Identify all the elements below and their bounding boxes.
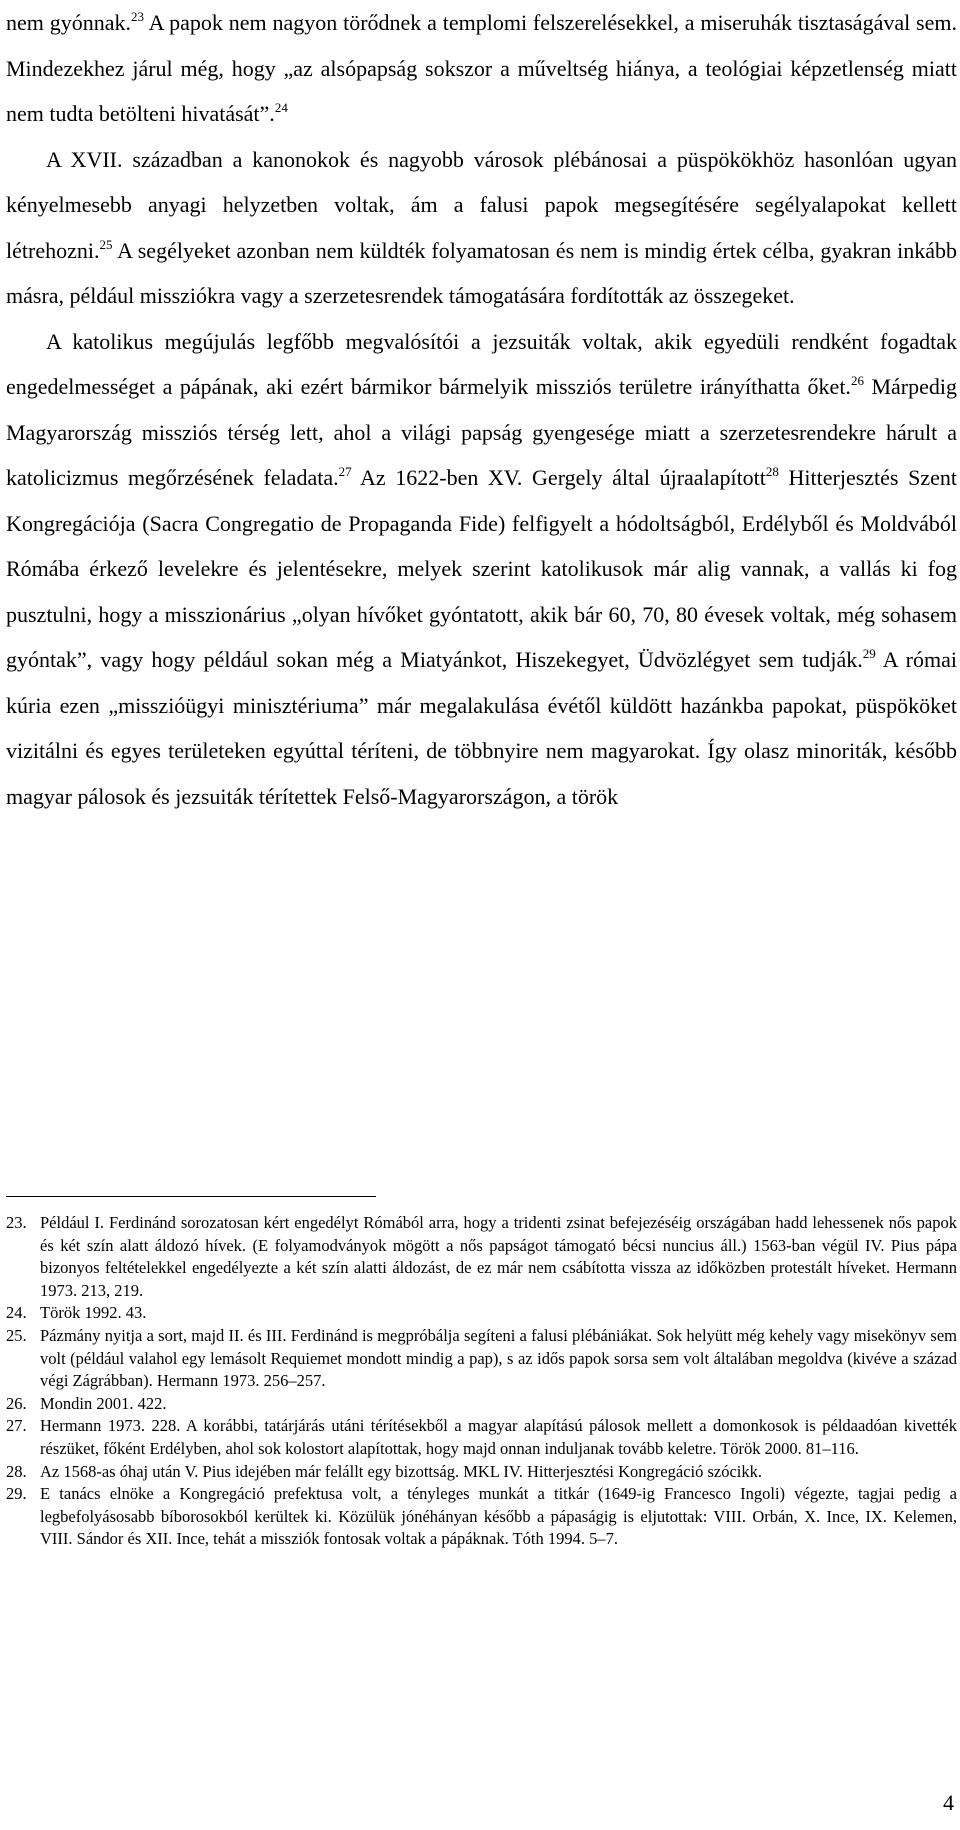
footnote-ref-24[interactable]: 24	[274, 100, 288, 115]
footnote-number: 24.	[6, 1303, 27, 1323]
paragraph-text: Az 1622-ben XV. Gergely által újraalapított	[351, 465, 766, 490]
paragraph-text: Márpedig Magyarország missziós térség lett, ahol a világi papság gyengesége miatt a szerzetesrendekre hárult a katolicizmus megőrzésének feladata.	[6, 374, 957, 490]
paragraph-3	[6, 319, 957, 820]
footnote-number: 28.	[6, 1461, 27, 1481]
paragraph-1	[6, 0, 957, 137]
paragraph-text: A papok nem nagyon törődnek a templomi felszerelésekkel, a miseruhák tisztaságával sem. Mindezekhez járul még, hogy „az alsópapság sokszor a műveltség hiánya, a teológiai képzetlenség miatt nem tudta betölteni hivatását”.	[6, 10, 957, 126]
footnote-23	[6, 1212, 957, 1302]
paragraph-text: Hitterjesztés Szent Kongregációja (Sacra Congregatio de Propaganda Fide) felfigyelt a hódoltságból, Erdélyből és Moldvából Rómába érkező levelekre és jelentésekre, melyek szerint katolikusok már alig vannak, a vallás ki fog pusztulni, hogy a misszionárius „olyan hívőket gyóntatott, akik bár 60, 70, 80 évesek voltak, még sohasem gyóntak”, vagy hogy például sokan még a Miatyánkot, Hiszekegyet, Üdvözlégyet sem tudják.	[6, 465, 957, 672]
footnote-text: Az 1568-as óhaj után V. Pius idejében már felállt egy bizottság. MKL IV. Hitterjesztési Kongregáció szócikk.	[40, 1461, 763, 1481]
footnote-number: 25.	[6, 1325, 27, 1345]
footnote-separator	[6, 1196, 376, 1197]
footnote-28	[6, 1461, 957, 1484]
paragraph-text: nem gyónnak.	[6, 10, 131, 35]
footnote-text: Pázmány nyitja a sort, majd II. és III. Ferdinánd is megpróbálja segíteni a falusi plébániákat. Sok helyütt még kehely vagy misekönyv sem volt (például valahol egy lemásolt Requiemet mondott mindig a pap), s az idős papok sorsa sem volt általában megoldva (kivéve a század végi Zágrábban). Hermann 1973. 256–257.	[40, 1325, 957, 1391]
footnote-ref-23[interactable]: 23	[131, 9, 144, 24]
footnote-ref-27[interactable]: 27	[338, 464, 352, 479]
footnote-text: Mondin 2001. 422.	[40, 1393, 167, 1413]
footnote-24	[6, 1302, 957, 1325]
footnote-text: Például I. Ferdinánd sorozatosan kért engedélyt Rómából arra, hogy a tridenti zsinat befejezéséig országában hadd lehessenek nős papok és két szín alatt áldozó hívek. (E folyamodványok mögött a nős papságot támogató bécsi nuncius áll.) 1563-ban végül IV. Pius pápa bizonyos feltételekkel engedélyezte a két szín alatti áldozást, de ez már nem csábította vissza az időközben protestált híveket. Hermann 1973. 213, 219.	[40, 1213, 957, 1300]
footnote-number: 29.	[6, 1484, 27, 1504]
footnote-text: Török 1992. 43.	[40, 1303, 147, 1323]
footnote-number: 27.	[6, 1416, 27, 1436]
footnote-text: E tanács elnöke a Kongregáció prefektusa volt, a tényleges munkát a titkár (1649-ig Francesco Ingoli) végezte, tagjai pedig a legbefolyásosabb bíborosokból kerültek ki. Közülük jónéhányan később a pápaságig is eljutottak: VIII. Orbán, X. Ince, IX. Kelemen, VIII. Sándor és XII. Ince, tehát a missziók fontosak voltak a pápáknak. Tóth 1994. 5–7.	[40, 1484, 957, 1549]
footnote-ref-29[interactable]: 29	[862, 646, 876, 661]
footnote-text: Hermann 1973. 228. A korábbi, tatárjárás utáni térítésekből a magyar alapítású pálosok mellett a domonkosok is példaadóan kivették részüket, főként Erdélyben, ahol sok kolostort alapítottak, hogy majd onnan induljanak tovább keletre. Török 2000. 81–116.	[40, 1416, 957, 1458]
body-text	[6, 0, 957, 819]
footnote-number: 26.	[6, 1393, 27, 1413]
footnote-27	[6, 1415, 957, 1460]
footnote-25	[6, 1325, 957, 1393]
footnote-ref-25[interactable]: 25	[99, 236, 113, 252]
page-number: 4	[943, 1790, 954, 1815]
footnotes	[6, 1212, 957, 1551]
paragraph-text: A segélyeket azonban nem küldték folyamatosan és nem is mindig értek célba, gyakran inkább másra, például missziókra vagy a szerzetesrendek támogatására fordították az összegeket.	[6, 237, 957, 308]
footnote-ref-26[interactable]: 26	[850, 373, 864, 388]
paragraph-2	[6, 137, 957, 319]
paragraph-text: A katolikus megújulás legfőbb megvalósítói a jezsuiták voltak, akik egyedüli rendként fogadtak engedelmességet a pápának, aki ezért bármikor bármelyik missziós területre irányíthatta őket.	[6, 328, 957, 399]
footnote-26	[6, 1393, 957, 1416]
footnote-number: 23.	[6, 1213, 27, 1232]
paragraph-text: A római kúria ezen „misszióügyi minisztériuma” már megalakulása évétől küldött hazánkba papokat, püspököket vizitálni és egyes területeken egyúttal téríteni, de többnyire nem magyarokat. Így olasz minoriták, később magyar pálosok és jezsuiták térítettek Felső-Magyarországon, a török	[6, 647, 958, 809]
paragraph-text: A XVII. században a kanonokok és nagyobb városok plébánosai a püspökökhöz hasonlóan ugyan kényelmesebb anyagi helyzetben voltak, ám a falusi papok megsegítésére segélyalapokat kellett létrehozni.	[6, 146, 957, 263]
footnote-ref-28[interactable]: 28	[765, 464, 779, 479]
footnote-29	[6, 1483, 957, 1551]
